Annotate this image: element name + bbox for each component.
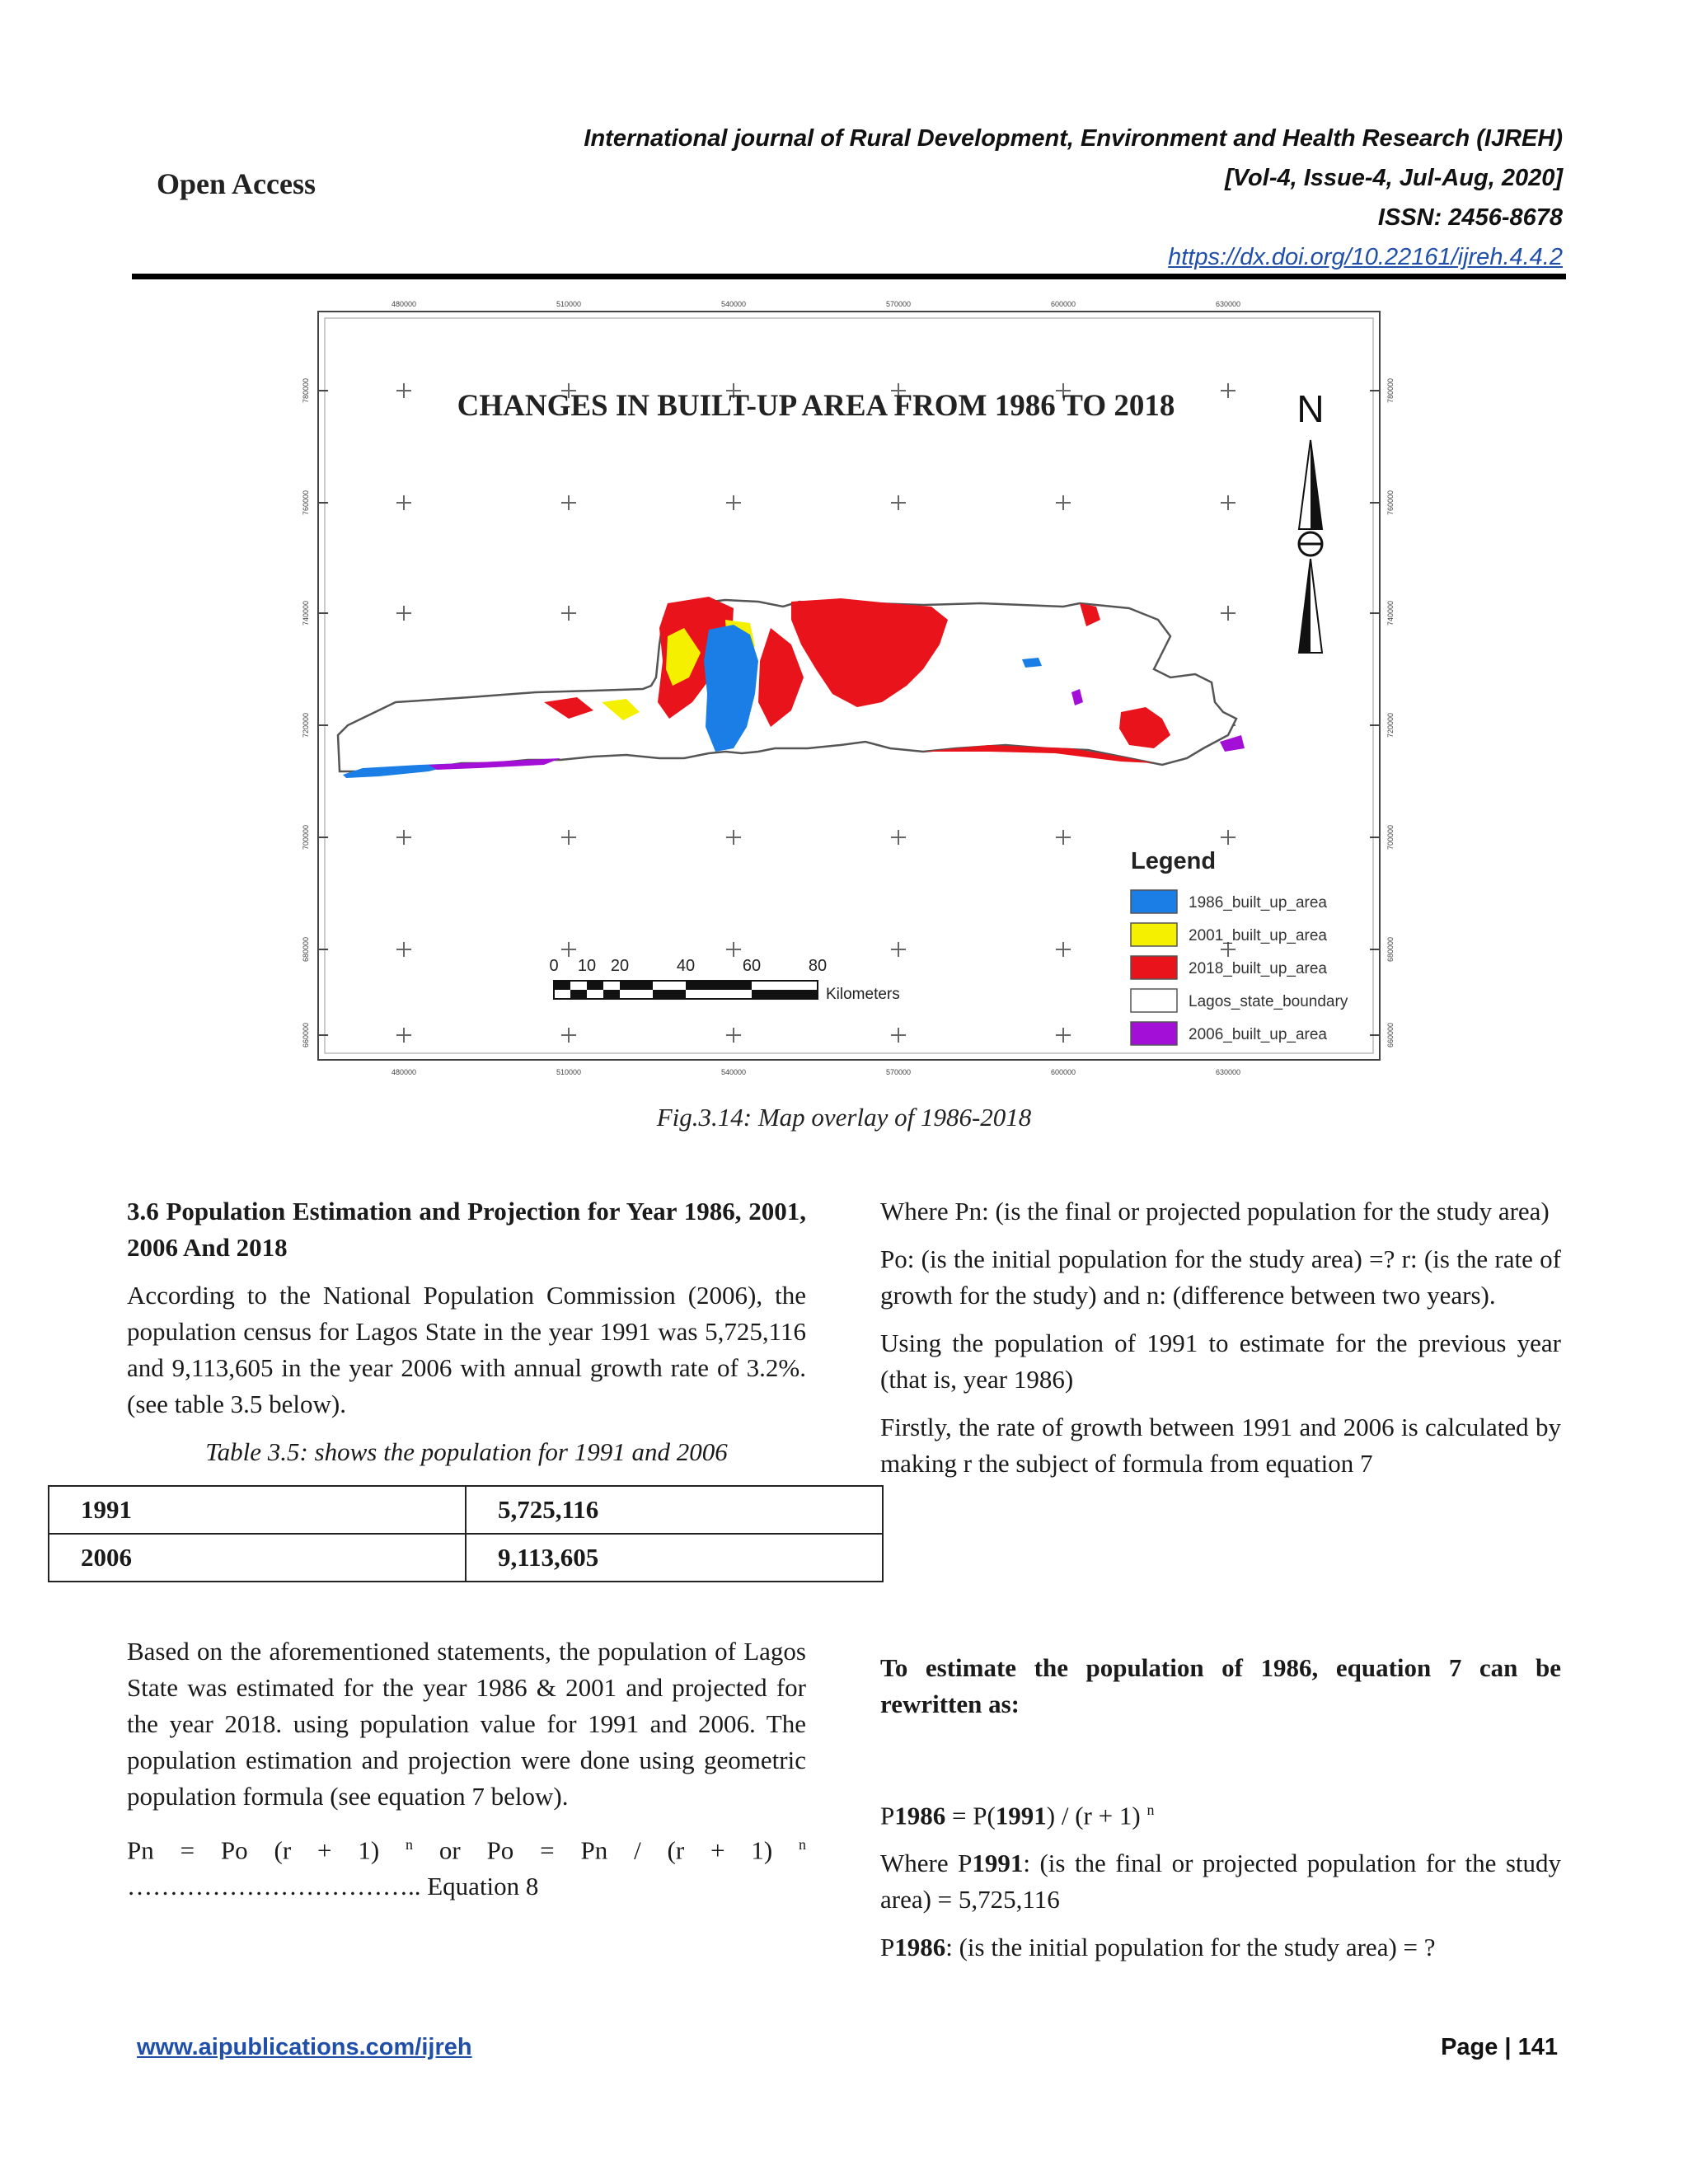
scale-tick-label: 20	[610, 957, 630, 975]
right-paragraph-3: Using the population of 1991 to estimate for the previous year (that is, year 1986)	[880, 1329, 1561, 1394]
right-paragraph-4: Firstly, the rate of growth between 1991 and 2006 is calculated by making r the subject of formula from equation 7	[880, 1413, 1561, 1478]
north-label: N	[1296, 387, 1325, 430]
legend-title: Legend	[1131, 848, 1217, 874]
legend-label: 2001_built_up_area	[1189, 927, 1327, 944]
legend-label: 2006_built_up_area	[1189, 1026, 1327, 1043]
p6-year: 1991	[972, 1849, 1024, 1878]
scale-tick-label: 10	[577, 957, 597, 975]
left-paragraph-2: Based on the aforementioned statements, the population of Lagos State was estimated for the year 1986 & 2001 and projected for the year 2018. using population value for 1991 and 2006. The population estimation and projection were done using geometric population formula (see equation 7 below).	[127, 1637, 806, 1811]
x-tick-label: 480000	[391, 1068, 417, 1076]
x-tick-label: 480000	[391, 300, 417, 308]
equation-8	[127, 1826, 806, 1868]
right-column	[880, 1193, 1561, 1493]
x-tick-label: 600000	[1050, 300, 1076, 308]
right-paragraph-7	[880, 1929, 1561, 1966]
scale-tick-label: 0	[549, 957, 559, 975]
equation-8-label: …………………………….. Equation 8	[127, 1872, 539, 1901]
eq-rhs-suffix: ) / (r + 1)	[1046, 1801, 1147, 1830]
legend-swatch	[1131, 890, 1177, 913]
y-tick-label: 700000	[302, 824, 310, 851]
x-tick-label: 600000	[1050, 1068, 1076, 1076]
header-rule	[132, 274, 1566, 279]
y-tick-label: 660000	[302, 1022, 310, 1048]
x-tick-label: 510000	[556, 300, 582, 308]
table-row	[49, 1486, 883, 1534]
equation-1986	[880, 1792, 1561, 1834]
equation-8-exponent: n	[406, 1836, 414, 1853]
y-tick-label: 680000	[302, 936, 310, 963]
table-row	[49, 1534, 883, 1582]
left-column-top	[127, 1193, 806, 1482]
left-paragraph-1: According to the National Population Commission (2006), the population census for Lagos State in the year 1991 was 5,725,116 and 9,113,605 in the year 2006 with annual growth rate of 3.2%. (see table 3.5 below).	[127, 1281, 806, 1418]
equation-8-main: Pn = Po (r + 1)	[127, 1835, 380, 1865]
x-tick-labels-top	[392, 300, 1240, 308]
y-tick-label: 660000	[1386, 1022, 1395, 1048]
legend-label: Lagos_state_boundary	[1189, 993, 1348, 1010]
table-cell-population: 9,113,605	[466, 1534, 883, 1582]
built-up-area-map	[297, 290, 1401, 1081]
table-cell-year: 1991	[49, 1486, 466, 1534]
population-table	[48, 1485, 884, 1582]
x-tick-label: 570000	[885, 300, 912, 308]
journal-title: International journal of Rural Development, Environment and Health Research (IJREH)	[584, 125, 1563, 152]
scale-tick-label: 80	[808, 957, 828, 975]
x-tick-label: 630000	[1215, 300, 1241, 308]
eq-exponent: n	[1146, 1802, 1155, 1818]
equation-8-alt: or Po = Pn / (r + 1)	[438, 1835, 773, 1865]
p6-rest: : (is the final or projected population for the study area) = 5,725,116	[880, 1849, 1561, 1915]
legend-swatch	[1131, 989, 1177, 1012]
journal-header	[584, 119, 1563, 277]
y-tick-label: 780000	[302, 377, 310, 404]
y-tick-label: 780000	[1386, 377, 1395, 404]
legend-swatch	[1131, 923, 1177, 946]
map-title: CHANGES IN BUILT-UP AREA FROM 1986 TO 2018	[457, 389, 1175, 423]
legend-swatch	[1131, 956, 1177, 979]
section-heading: 3.6 Population Estimation and Projection for Year 1986, 2001, 2006 And 2018	[127, 1197, 806, 1262]
doi-link[interactable]: https://dx.doi.org/10.22161/ijreh.4.4.2	[1168, 244, 1563, 270]
y-tick-label: 760000	[1386, 490, 1395, 516]
scale-tick-label: 60	[742, 957, 762, 975]
table-cell-year: 2006	[49, 1534, 466, 1582]
y-tick-label: 740000	[1386, 600, 1395, 626]
y-tick-label: 720000	[1386, 712, 1395, 738]
eq-lhs-year: 1986	[894, 1801, 946, 1830]
legend-swatch	[1131, 1022, 1177, 1045]
right-paragraph-1: Where Pn: (is the final or projected population for the study area)	[880, 1197, 1550, 1226]
right-paragraph-2: Po: (is the initial population for the study area) =? r: (is the rate of growth for the study) and n: (difference between two years).	[880, 1244, 1561, 1310]
table-cell-population: 5,725,116	[466, 1486, 883, 1534]
figure-caption: Fig.3.14: Map overlay of 1986-2018	[656, 1103, 1032, 1132]
p7-year: 1986	[894, 1933, 946, 1962]
p6-prefix: Where P	[880, 1849, 973, 1878]
page-number: Page | 141	[1441, 2034, 1558, 2060]
x-tick-label: 510000	[556, 1068, 582, 1076]
right-paragraph-6	[880, 1845, 1561, 1918]
y-tick-label: 740000	[302, 600, 310, 626]
x-tick-labels-bottom	[392, 1068, 1240, 1076]
patch-1986	[1022, 658, 1042, 668]
legend-label: 1986_built_up_area	[1189, 894, 1327, 912]
x-tick-label: 540000	[720, 1068, 747, 1076]
eq-rhs-year: 1991	[995, 1801, 1047, 1830]
left-column-bottom	[127, 1633, 806, 1916]
journal-volume: [Vol-4, Issue-4, Jul-Aug, 2020]	[1225, 165, 1563, 191]
y-tick-label: 700000	[1386, 824, 1395, 851]
footer-site-link[interactable]: www.aipublications.com/ijreh	[137, 2034, 472, 2060]
x-tick-label: 540000	[720, 300, 747, 308]
equation-8-alt-exponent: n	[799, 1836, 807, 1853]
right-column-bottom	[880, 1650, 1561, 1977]
eq-rhs-prefix: = P(	[945, 1801, 996, 1830]
eq-lhs-prefix: P	[880, 1801, 895, 1830]
table-caption: Table 3.5: shows the population for 1991 and 2006	[205, 1437, 728, 1466]
scale-unit: Kilometers	[826, 986, 900, 1003]
x-tick-label: 570000	[885, 1068, 912, 1076]
x-tick-label: 630000	[1215, 1068, 1241, 1076]
scale-tick-label: 40	[676, 957, 696, 975]
y-tick-label: 720000	[302, 712, 310, 738]
right-heading: To estimate the population of 1986, equation 7 can be rewritten as:	[880, 1653, 1561, 1718]
y-tick-label: 680000	[1386, 936, 1395, 963]
open-access-label: Open Access	[157, 167, 316, 200]
legend-label: 2018_built_up_area	[1189, 960, 1327, 977]
p7-rest: : (is the initial population for the study area) = ?	[945, 1933, 1436, 1962]
journal-issn: ISSN: 2456-8678	[1377, 204, 1563, 231]
y-tick-label: 760000	[302, 490, 310, 516]
p7-prefix: P	[880, 1933, 895, 1962]
